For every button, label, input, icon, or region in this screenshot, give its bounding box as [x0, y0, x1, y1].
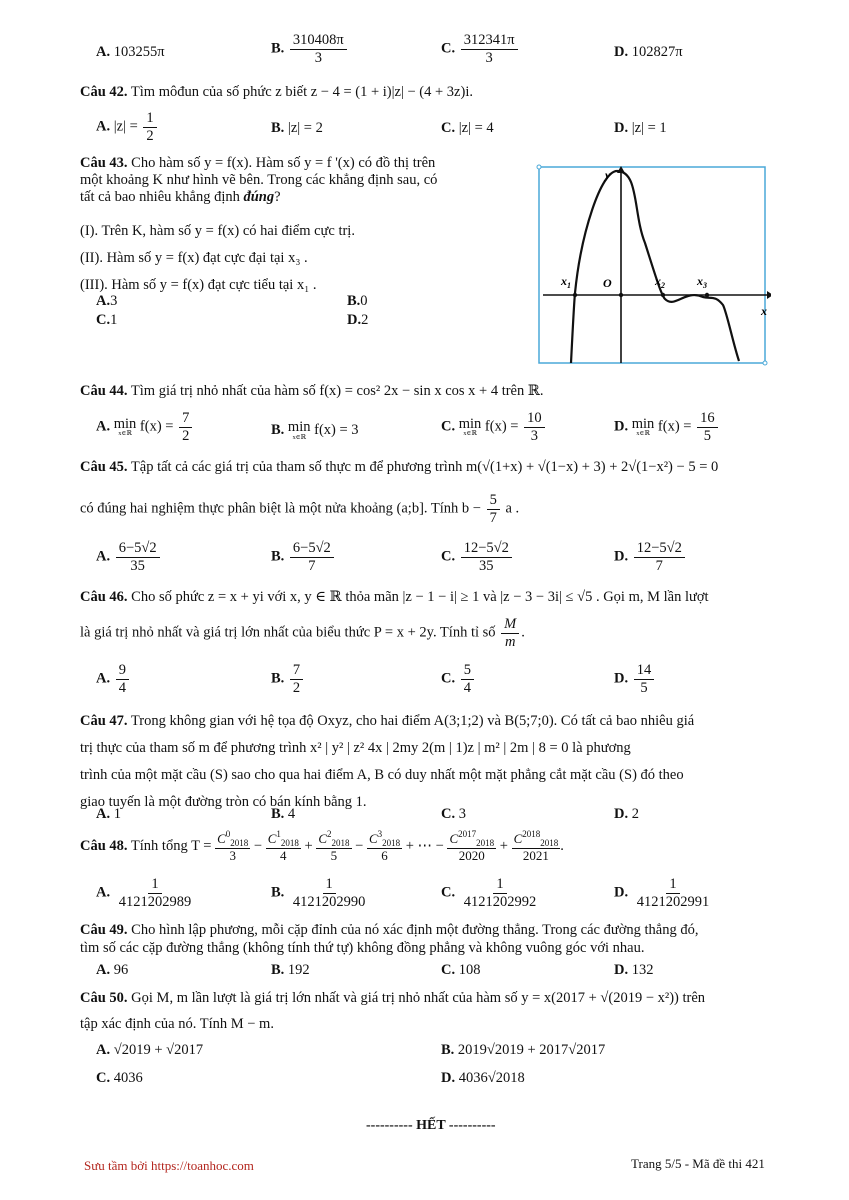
- y-label: y: [605, 168, 611, 182]
- q44-option-b: B. min x∈ℝ f(x) = 3: [271, 419, 359, 441]
- q43-statement-2: (II). Hàm số y = f(x) đạt cực đại tại x₃ .: [80, 250, 308, 266]
- q49-option-d: D. 132: [614, 962, 654, 978]
- q48-term-4: + ⋯ − $\frac{C^{2017}_{2018}}{2020}$: [405, 829, 495, 864]
- q42-option-a: A. |z| = $\frac{1}{2}$: [96, 110, 159, 144]
- q46-option-c: C. $\frac{5}{4}$: [441, 662, 476, 696]
- q42-question: Câu 42. Tìm môđun của số phức z biết z − 4 = (1 + i)|z| − (4 + 3z)i.: [80, 84, 473, 100]
- q43-option-a: A.3: [96, 293, 118, 309]
- q41-option-b: B. $\frac{310408\pi}{3}$: [271, 32, 349, 66]
- x3-label: $x_3$: [697, 274, 707, 290]
- x1-label: $x_1$: [561, 274, 571, 290]
- q50-line2: tập xác định của nó. Tính M − m.: [80, 1016, 274, 1032]
- q50-option-a: A. √2019 + √2017: [96, 1042, 204, 1058]
- q50-option-b: B. 2019√2019 + 2017√2017: [441, 1042, 606, 1058]
- q50-option-c: C. 4036: [96, 1070, 143, 1086]
- q41-option-d: D. 102827π: [614, 44, 683, 60]
- q42-option-c: C. |z| = 4: [441, 120, 494, 136]
- q46-option-a: A. $\frac{9}{4}$: [96, 662, 131, 696]
- q48-option-c: C. $\frac{1}{4121202992}$: [441, 876, 537, 910]
- q48-term-2: + $\frac{C^2_{2018}}{5}$: [304, 829, 350, 864]
- q43-statement-1: (I). Trên K, hàm số y = f(x) có hai điểm cực trị.: [80, 223, 355, 239]
- q48-option-a: A. $\frac{1}{4121202989}$: [96, 876, 192, 910]
- q42-option-b: B. |z| = 2: [271, 120, 323, 136]
- q47-option-d: D. 2: [614, 806, 639, 822]
- q48-option-b: B. $\frac{1}{4121202990}$: [271, 876, 366, 910]
- q44-option-c: C. min x∈ℝ f(x) = $\frac{10}{3}$: [441, 410, 547, 444]
- end-marker: ---------- HẾT ----------: [366, 1118, 496, 1133]
- q45-option-c: C. $\frac{12-5√2}{35}$: [441, 540, 514, 574]
- q42-option-d: D. |z| = 1: [614, 120, 667, 136]
- q46-option-b: B. $\frac{7}{2}$: [271, 662, 305, 696]
- q48-term-1: − $\frac{C^1_{2018}}{4}$: [253, 829, 299, 864]
- footer-page-info: Trang 5/5 - Mã đề thi 421: [631, 1156, 765, 1171]
- q44-question: Câu 44. Tìm giá trị nhỏ nhất của hàm số f(x) = cos² 2x − sin x cos x + 4 trên ℝ.: [80, 383, 544, 399]
- q44-option-a: A. min x∈ℝ f(x) = $\frac{7}{2}$: [96, 410, 194, 444]
- q50-line1: Câu 50. Gọi M, m lần lượt là giá trị lớn nhất và giá trị nhỏ nhất của hàm số y = x(2017 + √(2019 − x²)) trên: [80, 990, 706, 1006]
- q43-statement-3: (III). Hàm số y = f(x) đạt cực tiểu tại x₁ .: [80, 277, 317, 293]
- q44-option-d: D. min x∈ℝ f(x) = $\frac{16}{5}$: [614, 410, 720, 444]
- q48-option-d: D. $\frac{1}{4121202991}$: [614, 876, 710, 910]
- q49-question: Câu 49. Cho hình lập phương, mỗi cặp đỉnh của nó xác định một đường thẳng. Trong các đường thẳng đó, tìm số các cặp đường thẳng (không tính thứ tự) không đồng phẳng và không vuông góc với nhau.: [80, 922, 699, 956]
- q45-option-b: B. $\frac{6-5√2}{7}$: [271, 540, 336, 574]
- q48-term-5: + $\frac{C^{2018}_{2018}}{2021}$: [499, 829, 559, 864]
- q41-option-a: A. 103255π: [96, 44, 165, 60]
- q48-term-3: − $\frac{C^3_{2018}}{6}$: [355, 829, 401, 864]
- q43-question: Câu 43. Cho hàm số y = f(x). Hàm số y = f '(x) có đồ thị trên một khoảng K như hình vẽ bên. Trong các khẳng định sau, có tất cả bao nhiêu khẳng định đúng?: [80, 155, 438, 205]
- q50-option-d: D. 4036√2018: [441, 1070, 525, 1086]
- derivative-curve: [571, 171, 739, 363]
- q49-option-a: A. 96: [96, 962, 129, 978]
- q43-option-b: B.0: [347, 293, 368, 309]
- q46-line2: là giá trị nhỏ nhất và giá trị lớn nhất của biểu thức P = x + 2y. Tính tỉ số $\frac{M}{m}$ .: [80, 616, 525, 650]
- q48-question: Câu 48. Tính tổng T = $\frac{C^0_{2018}}{3}$ − $\frac{C^1_{2018}}{4}$ + $\frac{C^2_{2018}}{5}$ − $\frac{C^3_{2018}}{6}$ + ⋯ − $\frac{C^{2017}_{2018}}{2020}$ + $\frac{C^{2018}_{2018}}{2021}$ .: [80, 829, 564, 864]
- q46-option-d: D. $\frac{14}{5}$: [614, 662, 656, 696]
- q43-derivative-graph: [535, 163, 771, 369]
- q47-question: Câu 47. Trong không gian với hệ tọa độ Oxyz, cho hai điểm A(3;1;2) và B(5;7;0). Có tất cả bao nhiêu giá trị thực của tham số m để phương trình x² | y² | z² 4x | 2my 2(m | 1)z | m² | 2m | 8 = 0 là phương trình của một mặt cầu (S) sao cho qua hai điểm A, B có duy nhất một mặt phẳng cắt mặt cầu (S) đó theo giao tuyến là một đường tròn có bán kính bằng 1.: [80, 713, 695, 810]
- q41-option-c: C. $\frac{312341\pi}{3}$: [441, 32, 520, 66]
- q47-option-b: B. 4: [271, 806, 296, 822]
- q45-option-d: D. $\frac{12-5√2}{7}$: [614, 540, 687, 574]
- origin-label: O: [603, 276, 612, 290]
- q43-option-c: C.1: [96, 312, 118, 328]
- q49-option-b: B. 192: [271, 962, 310, 978]
- q46-line1: Câu 46. Cho số phức z = x + yi với x, y ∈ ℝ thỏa mãn |z − 1 − i| ≥ 1 và |z − 3 − 3i| ≤ √5 . Gọi m, M lần lượt: [80, 589, 709, 605]
- footer-source: Sưu tầm bởi https://toanhoc.com: [84, 1158, 254, 1173]
- x2-label: $x_2$: [655, 274, 665, 290]
- q45-line1: Câu 45. Tập tất cả các giá trị của tham số thực m để phương trình m(√(1+x) + √(1−x) + 3) + 2√(1−x²) − 5 = 0: [80, 459, 719, 475]
- q45-line2: có đúng hai nghiệm thực phân biệt là một nửa khoảng (a;b]. Tính b − $\frac{5}{7}$ a .: [80, 492, 520, 526]
- q45-option-a: A. $\frac{6-5√2}{35}$: [96, 540, 162, 574]
- q43-statements: [80, 218, 355, 299]
- q43-option-d: D.2: [347, 312, 369, 328]
- q47-option-a: A. 1: [96, 806, 121, 822]
- x-label: x: [761, 304, 767, 318]
- q49-option-c: C. 108: [441, 962, 481, 978]
- q48-term-0: $\frac{C^0_{2018}}{3}$: [217, 829, 249, 864]
- q47-option-c: C. 3: [441, 806, 466, 822]
